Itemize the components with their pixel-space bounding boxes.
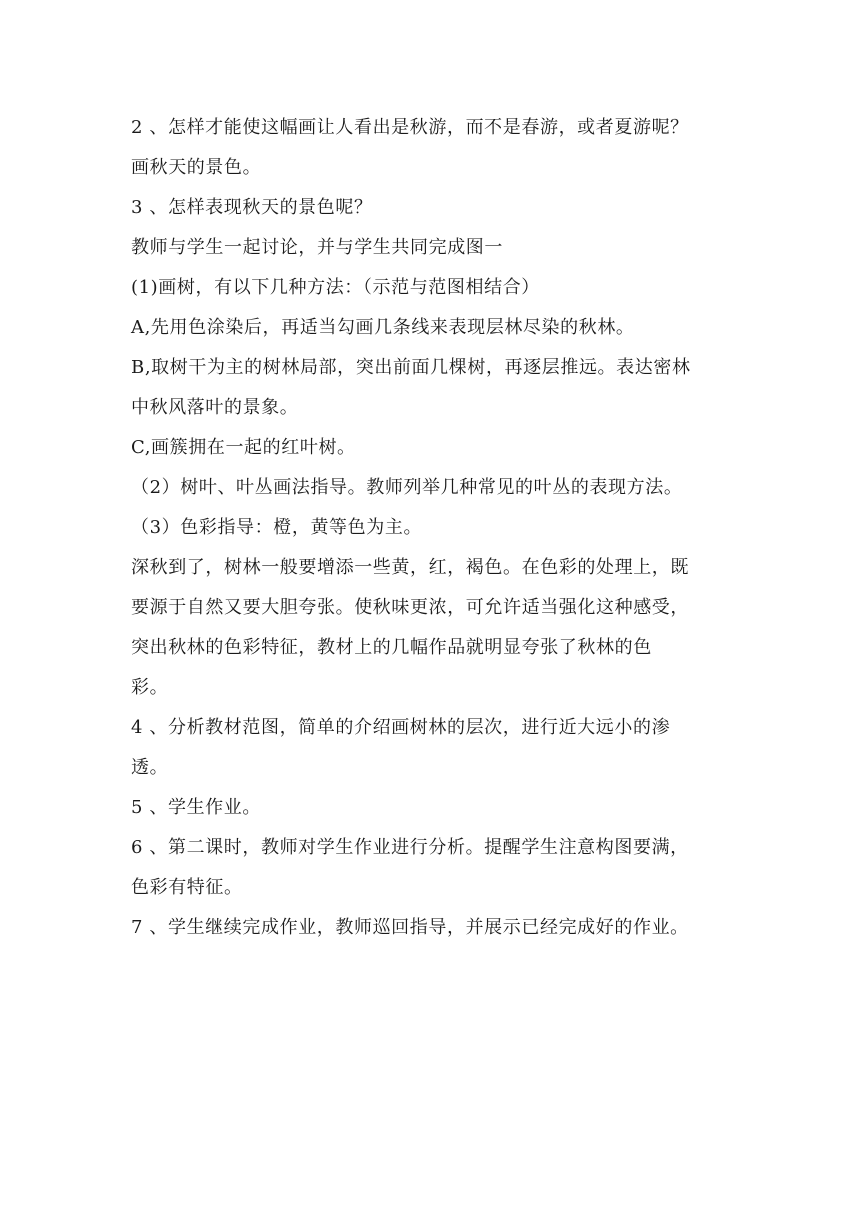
text-line: 要源于自然又要大胆夸张。使秋味更浓，可允许适当强化这种感受， (131, 597, 689, 618)
text-line: 色彩有特征。 (131, 877, 243, 898)
text-line: 3 、怎样表现秋天的景色呢？ (131, 197, 373, 218)
text-line: 4 、分析教材范图，简单的介绍画树林的层次，进行近大远小的渗 (131, 717, 671, 738)
text-line: (1)画树，有以下几种方法：（示范与范图相结合） (131, 277, 540, 298)
text-line: 教师与学生一起讨论，并与学生共同完成图一 (131, 237, 503, 258)
text-line: 2 、怎样才能使这幅画让人看出是秋游，而不是春游，或者夏游呢？ (131, 117, 689, 138)
text-line: C,画簇拥在一起的红叶树。 (131, 437, 356, 458)
text-line: 画秋天的景色。 (131, 157, 262, 178)
text-line: （2）树叶、叶丛画法指导。教师列举几种常见的叶丛的表现方法。 (131, 477, 683, 498)
text-line: 彩。 (131, 677, 169, 698)
text-line: B,取树干为主的树林局部，突出前面几棵树，再逐层推远。表达密林 (131, 357, 691, 378)
text-line: 深秋到了，树林一般要增添一些黄，红，褐色。在色彩的处理上，既 (131, 557, 689, 578)
text-line: 6 、第二课时，教师对学生作业进行分析。提醒学生注意构图要满， (131, 837, 689, 858)
text-line: A,先用色涂染后，再适当勾画几条线来表现层林尽染的秋林。 (131, 317, 635, 338)
text-line: （3）色彩指导：橙，黄等色为主。 (131, 517, 423, 538)
text-line: 突出秋林的色彩特征，教材上的几幅作品就明显夸张了秋林的色 (131, 637, 652, 658)
text-line: 中秋风落叶的景象。 (131, 397, 299, 418)
document-body (131, 108, 733, 948)
text-line: 5 、学生作业。 (131, 797, 261, 818)
text-line: 7 、学生继续完成作业，教师巡回指导，并展示已经完成好的作业。 (131, 917, 689, 938)
text-line: 透。 (131, 757, 169, 778)
